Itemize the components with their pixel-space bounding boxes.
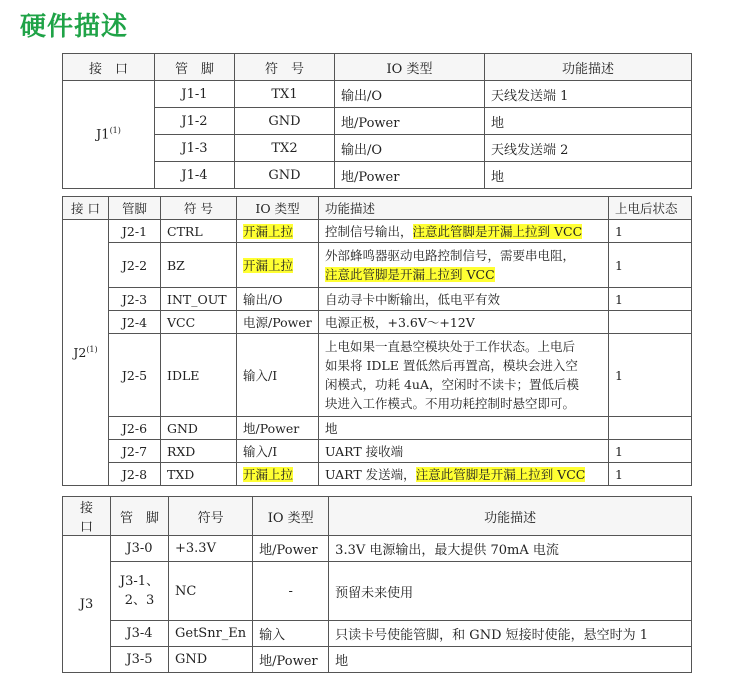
function-text: 控制信号输出，	[325, 224, 413, 239]
function-cell	[319, 334, 609, 417]
symbol-cell: RXD	[161, 440, 237, 463]
header-pin: 管脚	[109, 197, 161, 220]
pin-cell: J2-5	[109, 334, 161, 417]
io-cell: 地/Power	[335, 108, 485, 135]
header-function: 功能描述	[485, 54, 692, 81]
function-cell: 地	[485, 162, 692, 189]
function-line: 块进入工作模式。不用功耗控制时悬空即可。	[325, 396, 576, 411]
symbol-cell: IDLE	[161, 334, 237, 417]
table-row	[63, 135, 692, 162]
header-pin: 管 脚	[111, 497, 169, 536]
io-cell: 地/Power	[335, 162, 485, 189]
header-function: 功能描述	[329, 497, 692, 536]
function-text: 外部蜂鸣器驱动电路控制信号，需要串电阻，	[325, 248, 576, 263]
pin-cell	[111, 562, 169, 621]
pin-cell: J3-0	[111, 536, 169, 562]
io-cell: 地/Power	[253, 647, 329, 673]
pin-cell: J2-3	[109, 288, 161, 311]
header-power-on-state: 上电后状态	[609, 197, 692, 220]
highlight: 开漏上拉	[243, 258, 294, 273]
page-title: 硬件描述	[20, 12, 129, 42]
function-cell: 3.3V 电源输出，最大提供 70mA 电流	[329, 536, 692, 562]
pin-cell: J2-7	[109, 440, 161, 463]
io-cell	[237, 243, 319, 288]
symbol-cell: TX1	[235, 81, 335, 108]
function-cell: UART 接收端	[319, 440, 609, 463]
function-line: 闲模式，功耗 4uA，空闲时不读卡；置低后模	[325, 377, 580, 392]
io-cell	[237, 220, 319, 243]
io-cell: 地/Power	[237, 417, 319, 440]
function-cell	[319, 220, 609, 243]
function-cell: 自动寻卡中断输出，低电平有效	[319, 288, 609, 311]
pin-cell: J1-4	[155, 162, 235, 189]
state-cell	[609, 417, 692, 440]
io-cell: 输出/O	[237, 288, 319, 311]
highlight: 注意此管脚是开漏上拉到 VCC	[412, 224, 583, 239]
header-interface: 接 口	[63, 54, 155, 81]
function-cell: 天线发送端 1	[485, 81, 692, 108]
footnote-mark: (1)	[109, 126, 121, 136]
table-row	[63, 288, 692, 311]
table-row	[63, 417, 692, 440]
state-cell: 1	[609, 334, 692, 417]
j1-table	[62, 53, 692, 189]
header-symbol: 符 号	[235, 54, 335, 81]
function-cell: 预留未来使用	[329, 562, 692, 621]
function-line: 如果将 IDLE 置低然后再置高，模块会进入空	[325, 358, 578, 373]
j3-table	[62, 496, 692, 673]
pin-cell: J2-1	[109, 220, 161, 243]
header-io-type: IO 类型	[237, 197, 319, 220]
header-symbol: 符号	[169, 497, 253, 536]
io-cell: -	[253, 562, 329, 621]
symbol-cell: NC	[169, 562, 253, 621]
function-cell: 地	[319, 417, 609, 440]
header-interface: 接 口	[63, 497, 111, 536]
io-cell: 输入/I	[237, 334, 319, 417]
table-header-row	[63, 497, 692, 536]
interface-cell	[63, 220, 109, 486]
function-cell: 地	[329, 647, 692, 673]
symbol-cell: GND	[161, 417, 237, 440]
interface-cell: J3	[63, 536, 111, 673]
pin-cell: J2-6	[109, 417, 161, 440]
header-interface: 接 口	[63, 197, 109, 220]
state-cell: 1	[609, 463, 692, 486]
symbol-cell: GND	[169, 647, 253, 673]
header-function: 功能描述	[319, 197, 609, 220]
function-cell: 天线发送端 2	[485, 135, 692, 162]
j2-table	[62, 196, 692, 486]
pin-cell: J1-2	[155, 108, 235, 135]
table-row	[63, 334, 692, 417]
header-io-type: IO 类型	[253, 497, 329, 536]
table-header-row	[63, 54, 692, 81]
symbol-cell: GetSnr_En	[169, 621, 253, 647]
symbol-cell: INT_OUT	[161, 288, 237, 311]
pin-line: J3-1、	[119, 574, 160, 589]
header-symbol: 符 号	[161, 197, 237, 220]
table-row	[63, 647, 692, 673]
symbol-cell: BZ	[161, 243, 237, 288]
pin-cell: J2-4	[109, 311, 161, 334]
pin-cell: J3-5	[111, 647, 169, 673]
pin-cell: J1-3	[155, 135, 235, 162]
pin-line: 2、3	[124, 593, 155, 608]
symbol-cell: TXD	[161, 463, 237, 486]
table-row	[63, 108, 692, 135]
interface-label: J2	[73, 345, 87, 361]
function-cell: 电源正极，+3.6V～+12V	[319, 311, 609, 334]
symbol-cell: CTRL	[161, 220, 237, 243]
symbol-cell: +3.3V	[169, 536, 253, 562]
state-cell: 1	[609, 243, 692, 288]
header-pin: 管 脚	[155, 54, 235, 81]
table-row	[63, 243, 692, 288]
function-cell	[319, 463, 609, 486]
table-row	[63, 536, 692, 562]
symbol-cell: VCC	[161, 311, 237, 334]
symbol-cell: GND	[235, 162, 335, 189]
state-cell: 1	[609, 288, 692, 311]
io-cell: 输出/O	[335, 135, 485, 162]
state-cell: 1	[609, 440, 692, 463]
table-row	[63, 81, 692, 108]
table-row	[63, 311, 692, 334]
state-cell: 1	[609, 220, 692, 243]
io-cell: 地/Power	[253, 536, 329, 562]
function-text: UART 发送端，	[325, 467, 416, 482]
io-cell: 输入/I	[237, 440, 319, 463]
header-io-type: IO 类型	[335, 54, 485, 81]
highlight: 开漏上拉	[243, 467, 294, 482]
footnote-mark: (1)	[86, 344, 98, 354]
table-row	[63, 220, 692, 243]
pin-cell: J1-1	[155, 81, 235, 108]
highlight: 开漏上拉	[243, 224, 294, 239]
table-row	[63, 162, 692, 189]
table-row	[63, 562, 692, 621]
symbol-cell: TX2	[235, 135, 335, 162]
highlight: 注意此管脚是开漏上拉到 VCC	[325, 267, 495, 282]
io-cell: 输出/O	[335, 81, 485, 108]
highlight: 注意此管脚是开漏上拉到 VCC	[415, 467, 586, 482]
io-cell: 输入	[253, 621, 329, 647]
function-cell	[319, 243, 609, 288]
table-row	[63, 440, 692, 463]
pin-cell: J2-2	[109, 243, 161, 288]
table-header-row	[63, 197, 692, 220]
table-row	[63, 621, 692, 647]
state-cell	[609, 311, 692, 334]
function-cell: 地	[485, 108, 692, 135]
pin-cell: J3-4	[111, 621, 169, 647]
io-cell	[237, 463, 319, 486]
symbol-cell: GND	[235, 108, 335, 135]
function-cell: 只读卡号使能管脚，和 GND 短接时使能，悬空时为 1	[329, 621, 692, 647]
table-row	[63, 463, 692, 486]
function-line: 上电如果一直悬空模块处于工作状态。上电后	[325, 339, 576, 354]
interface-label: J1	[96, 127, 110, 143]
pin-cell: J2-8	[109, 463, 161, 486]
interface-cell	[63, 81, 155, 189]
io-cell: 电源/Power	[237, 311, 319, 334]
